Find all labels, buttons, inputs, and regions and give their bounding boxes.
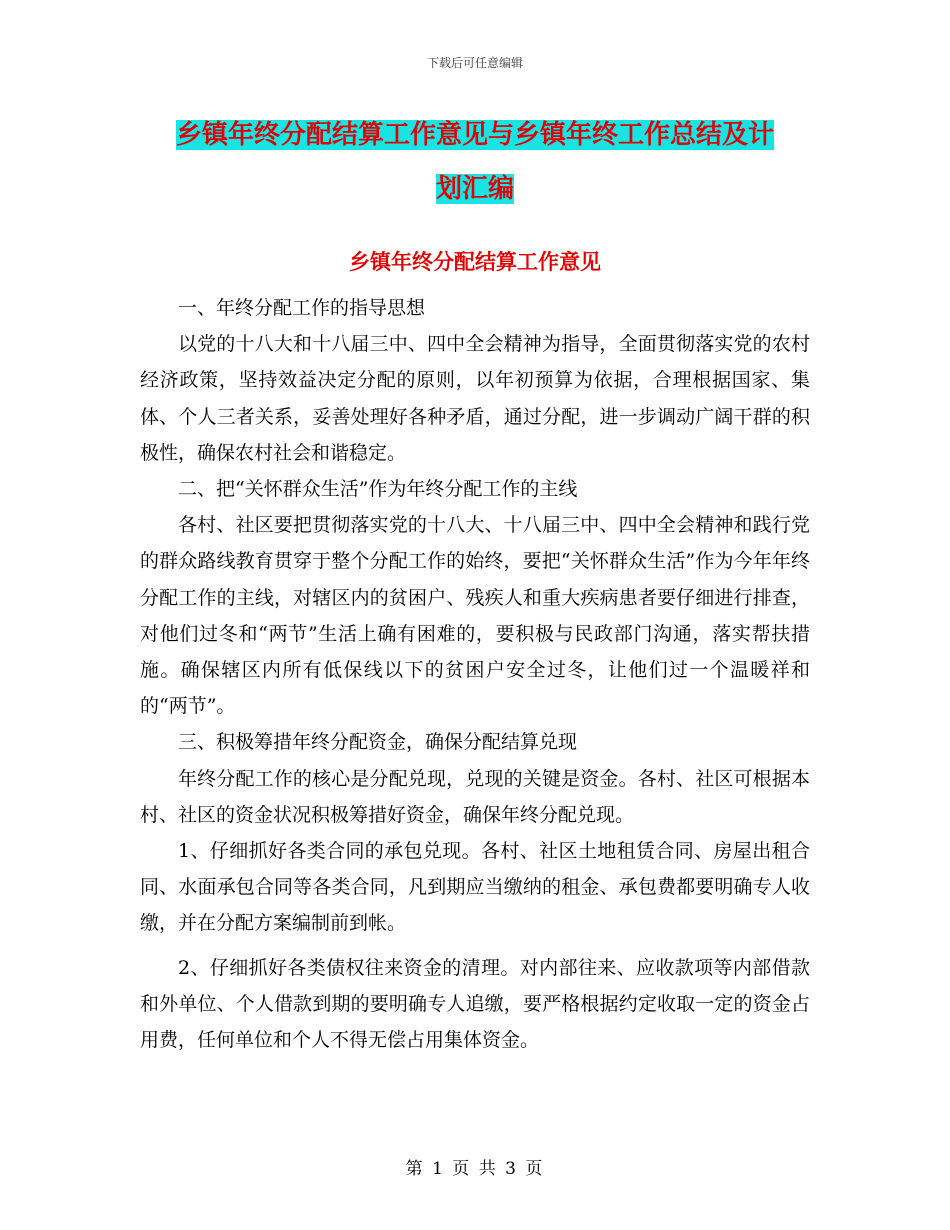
header-note: 下载后可任意编辑 — [426, 56, 523, 70]
paragraph: 年终分配工作的核心是分配兑现，兑现的关键是资金。各村、社区可根据本村、社区的资金状况积极筹措好资金，确保年终分配兑现。 — [140, 767, 810, 826]
paragraph-heading-3: 三、积极筹措年终分配资金，确保分配结算兑现 — [178, 731, 578, 754]
section-title: 乡镇年终分配结算工作意见 — [349, 250, 601, 274]
document-title — [140, 108, 810, 216]
paragraph-heading-2: 二、把“关怀群众生活”作为年终分配工作的主线 — [178, 478, 578, 501]
paragraph: 以党的十八大和十八届三中、四中全会精神为指导，全面贯彻落实党的农村经济政策，坚持效益决定分配的原则，以年初预算为依据，合理根据国家、集体、个人三者关系，妥善处理好各种矛盾，通过分配，进一步调动广阔干群的积极性，确保农村社会和谐稳定。 — [140, 333, 810, 464]
paragraph-heading-1: 一、年终分配工作的指导思想 — [178, 297, 426, 319]
page-footer: 第 1 页 共 3 页 — [405, 1159, 545, 1179]
body-text — [140, 290, 810, 1058]
paragraph: 各村、社区要把贯彻落实党的十八大、十八届三中、四中全会精神和践行党的群众路线教育贯穿于整个分配工作的始终，要把“关怀群众生活”作为今年年终分配工作的主线，对辖区内的贫困户、残疾人和重大疾病患者要仔细进行排查，对他们过冬和“两节”生活上确有困难的，要积极与民政部门沟通，落实帮扶措施。确保辖区内所有低保线以下的贫困户安全过冬，让他们过一个温暖祥和的“两节”。 — [140, 514, 810, 718]
document-title-line1: 乡镇年终分配结算工作意见与乡镇年终工作总结及计 — [175, 120, 774, 150]
paragraph: 2、仔细抓好各类债权往来资金的清理。对内部往来、应收款项等内部借款和外单位、个人借款到期的要明确专人追缴，要严格根据约定收取一定的资金占用费，任何单位和个人不得无偿占用集体资金。 — [140, 956, 810, 1052]
document-title-line2: 划汇编 — [435, 174, 514, 204]
paragraph: 1、仔细抓好各类合同的承包兑现。各村、社区土地租赁合同、房屋出租合同、水面承包合同等各类合同，凡到期应当缴纳的租金、承包费都要明确专人收缴，并在分配方案编制前到帐。 — [140, 840, 810, 935]
